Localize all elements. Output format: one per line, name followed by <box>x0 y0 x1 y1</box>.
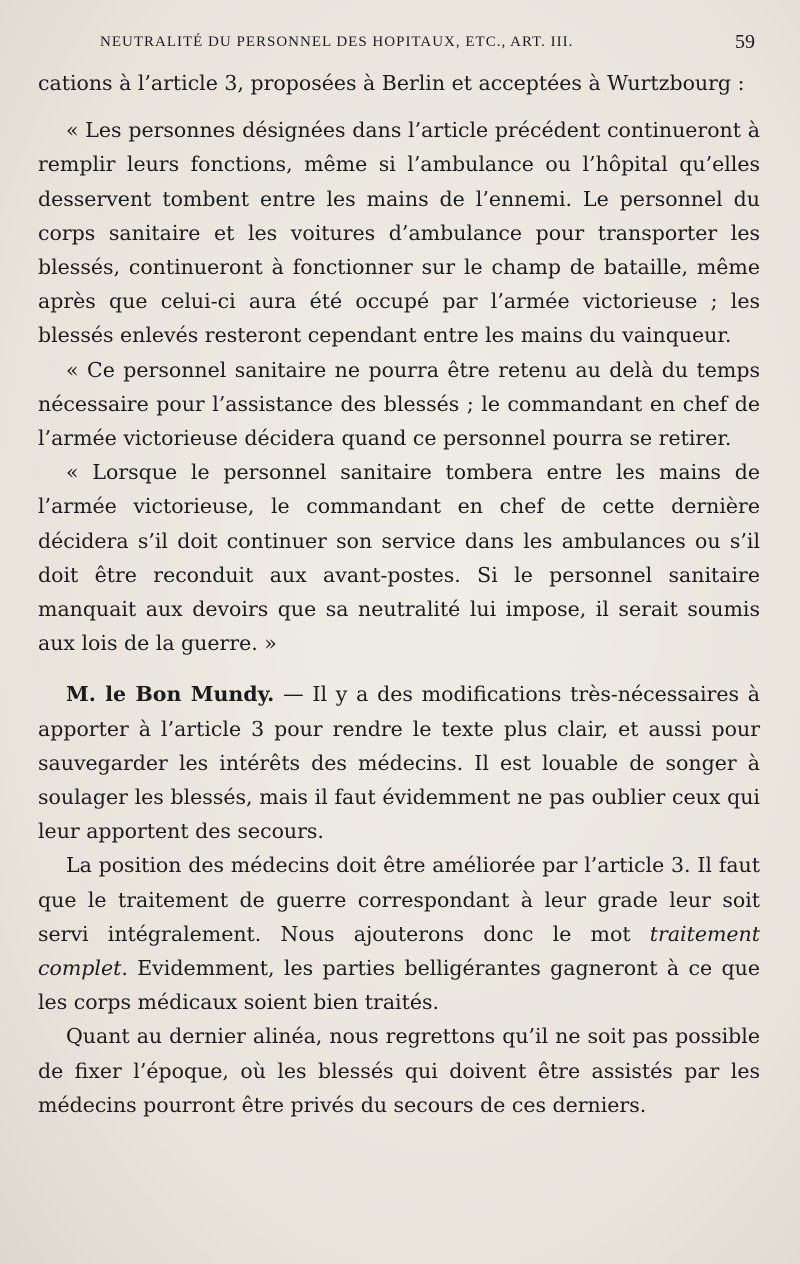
speaker-text: — Il y a des modifications très-nécessaires à apporter à l’article 3 pour rendre le texte plus clair, et aussi pour sauvegarder les intérêts des médecins. Il est louable de songer à soulager les blessés, mais il faut évidemment ne pas oublier ceux qui leur apportent des secours. <box>38 682 760 844</box>
running-title: NEUTRALITÉ DU PERSONNEL DES HOPITAUX, ETC., ART. III. <box>100 34 574 50</box>
body-text <box>38 66 760 1122</box>
quoted-paragraph-2: « Ce personnel sanitaire ne pourra être retenu au delà du temps nécessaire pour l’assistance des blessés ; le commandant en chef de l’armée victorieuse décidera quand ce personnel pourra se retirer. <box>38 357 760 451</box>
paragraph-last: Quant au dernier alinéa, nous regrettons qu’il ne soit pas possible de fixer l’époque, où les blessés qui doivent être assistés par les médecins pourront être privés du secours de ces derniers. <box>38 1024 760 1117</box>
italic-phrase: traitement complet <box>38 921 760 981</box>
paragraph-traitement <box>38 848 760 1019</box>
paragraph-continuation: cations à l’article 3, proposées à Berlin et acceptées à Wurtzbourg : <box>38 71 745 95</box>
speaker-name: M. le Bon Mundy. <box>66 682 275 707</box>
paragraph-traitement-end: . Evidemment, les parties belligérantes gagneront à ce que les corps médicaux soient bien traités. <box>38 956 760 1015</box>
speaker-paragraph <box>38 677 760 848</box>
running-header <box>100 31 755 58</box>
quoted-paragraph-1: « Les personnes désignées dans l’article précédent continueront à remplir leurs fonctions, même si l’ambulance ou l’hôpital qu’elles desservent tombent entre les mains de l’ennemi. Le personnel du corps sanitaire et les voitures d’ambulance pour transporter les blessés, continueront à fonctionner sur le champ de bataille, même après que celui-ci aura été occupé par l’armée victorieuse ; les blessés enlevés resteront cependant entre les mains du vainqueur. <box>38 118 760 348</box>
quoted-paragraph-3: « Lorsque le personnel sanitaire tombera entre les mains de l’armée victorieuse, le commandant en chef de cette dernière décidera s’il doit continuer son service dans les ambulances ou s’il doit être reconduit aux avant-postes. Si le personnel sanitaire manquait aux devoirs que sa neutralité lui impose, il serait soumis aux lois de la guerre. » <box>38 460 760 656</box>
page-number: 59 <box>735 31 755 53</box>
paragraph-traitement-start: La position des médecins doit être améliorée par l’article 3. Il faut que le traitement de guerre correspondant à leur grade leur soit servi intégralement. Nous ajouterons donc le mot <box>38 853 760 946</box>
